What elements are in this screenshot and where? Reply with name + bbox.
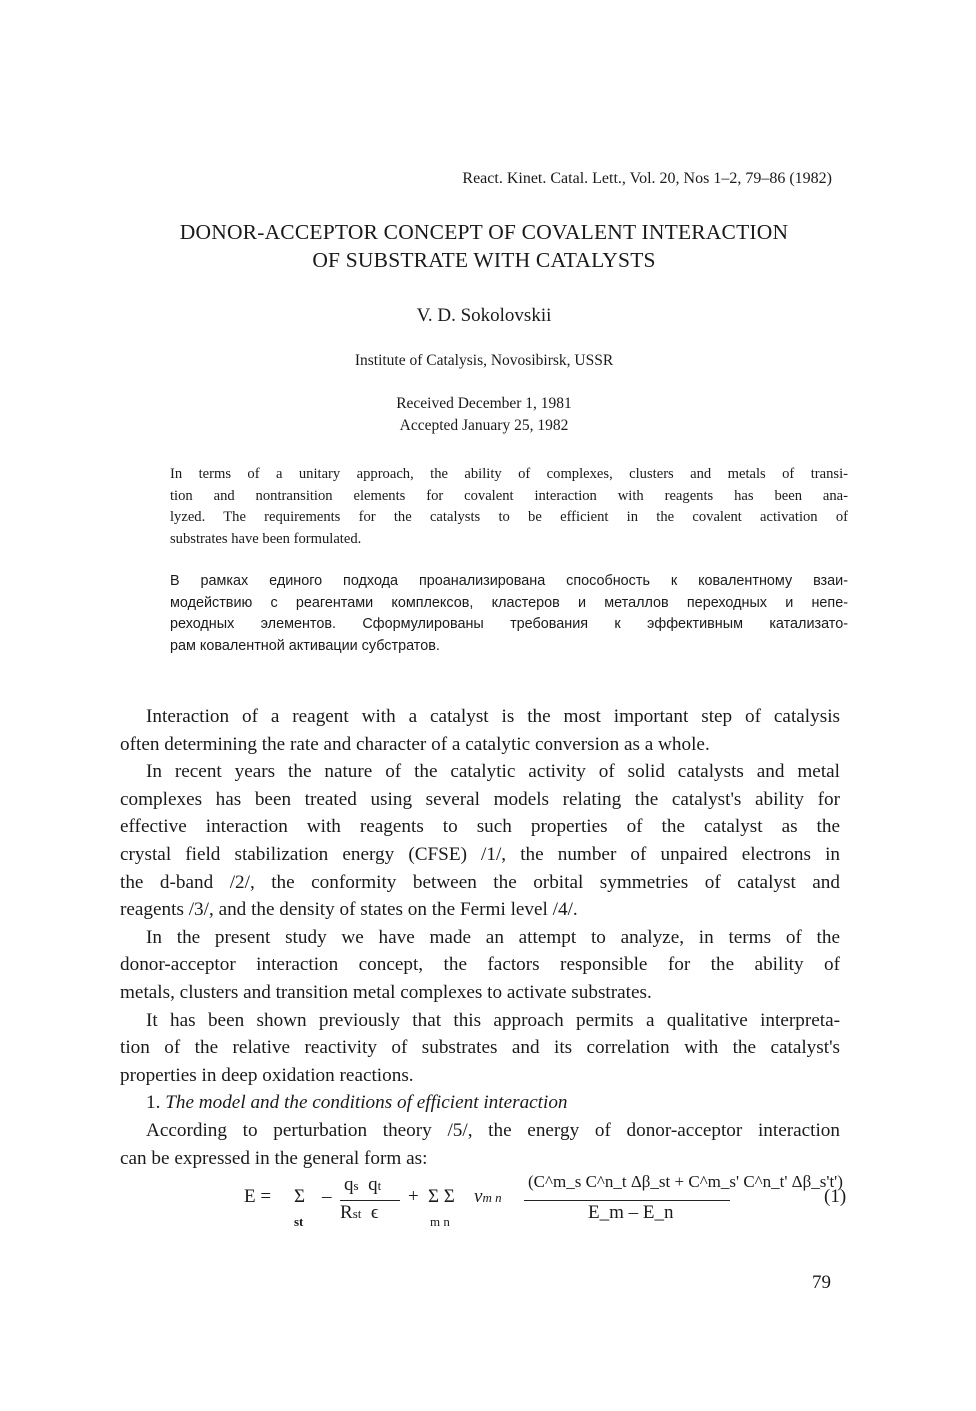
eq-den1: Rst ϵ <box>340 1202 379 1223</box>
eq-lhs: E = <box>244 1186 272 1207</box>
eq-num1: qs qt <box>344 1174 382 1195</box>
page-number: 79 <box>812 1272 831 1293</box>
equation-1 <box>244 1172 852 1240</box>
eq-plus: + <box>408 1186 419 1207</box>
abstract-english <box>170 464 848 550</box>
abstract-line: In terms of a unitary approach, the ability of complexes, clusters and metals of transi- <box>170 466 848 482</box>
eq-sub: m n <box>430 1214 450 1229</box>
section-number: 1. <box>146 1092 161 1114</box>
paper-title-line-1: DONOR-ACCEPTOR CONCEPT OF COVALENT INTERACTION <box>179 220 789 244</box>
body-line: metals, clusters and transition metal complexes to activate substrates. <box>120 981 652 1003</box>
eq-sum: Σ <box>294 1186 306 1207</box>
paper-title-line-2: OF SUBSTRATE WITH CATALYSTS <box>312 248 656 272</box>
abstract-russian <box>170 571 848 657</box>
body-line: the d-band /2/, the conformity between the orbital symmetries of catalyst and <box>120 871 840 893</box>
body-line: tion of the relative reactivity of substrates and its correlation with the catalyst's <box>120 1037 840 1059</box>
eq-sum: Σ Σ <box>428 1186 455 1207</box>
eq-nu: νm n <box>474 1186 502 1207</box>
accepted-date: Accepted January 25, 1982 <box>399 417 569 434</box>
body-line: It has been shown previously that this approach permits a qualitative interpreta- <box>146 1009 840 1031</box>
body-line: In recent years the nature of the catalytic activity of solid catalysts and metal <box>146 761 840 783</box>
body-text <box>120 703 840 1172</box>
body-line: In the present study we have made an attempt to analyze, in terms of the <box>146 926 840 948</box>
received-date: Received December 1, 1981 <box>396 395 572 412</box>
body-line: can be expressed in the general form as: <box>120 1147 428 1169</box>
abstract-line: substrates have been formulated. <box>170 530 362 547</box>
body-line: effective interaction with reagents to such properties of the catalyst as the <box>120 816 840 838</box>
abstract-line: реходных элементов. Сформулированы требования к эффективным катализато- <box>170 616 848 632</box>
equation-number: (1) <box>824 1186 847 1207</box>
abstract-line: модействию с реагентами комплексов, кластеров и металлов переходных и непе- <box>170 594 848 611</box>
abstract-line: рам ковалентной активации субстратов. <box>170 637 440 654</box>
author: V. D. Sokolovskii <box>416 305 552 326</box>
eq-den2: E_m – E_n <box>588 1202 674 1223</box>
body-line: reagents /3/, and the density of states on the Fermi level /4/. <box>120 899 578 921</box>
section-title: The model and the conditions of efficient interaction <box>165 1092 568 1114</box>
body-line: donor-acceptor interaction concept, the factors responsible for the ability of <box>120 954 840 976</box>
affiliation: Institute of Catalysis, Novosibirsk, USSR <box>354 352 614 369</box>
abstract-line: В рамках единого подхода проанализирована способность к ковалентному взаи- <box>170 573 848 589</box>
body-line: Interaction of a reagent with a catalyst is the most important step of catalysis <box>146 706 840 727</box>
abstract-line: tion and nontransition elements for covalent interaction with reagents has been ana- <box>170 487 848 504</box>
abstract-line: lyzed. The requirements for the catalysts to be efficient in the covalent activation of <box>170 509 848 525</box>
body-line: often determining the rate and character of a catalytic conversion as a whole. <box>120 733 710 755</box>
body-line: crystal field stabilization energy (CFSE) /1/, the number of unpaired electrons in <box>120 843 840 865</box>
journal-reference: React. Kinet. Catal. Lett., Vol. 20, Nos 1–2, 79–86 (1982) <box>462 170 832 187</box>
eq-minus: – <box>322 1186 332 1207</box>
eq-sub: st <box>294 1214 304 1229</box>
body-line: complexes has been treated using several models relating the catalyst's ability for <box>120 788 840 810</box>
body-line: properties in deep oxidation reactions. <box>120 1064 414 1086</box>
body-line: According to perturbation theory /5/, the energy of donor-acceptor interaction <box>146 1119 840 1141</box>
section-heading <box>120 1089 840 1117</box>
eq-num2: (C^m_s C^n_t Δβ_st + C^m_s' C^n_t' Δβ_s't') <box>528 1172 843 1191</box>
